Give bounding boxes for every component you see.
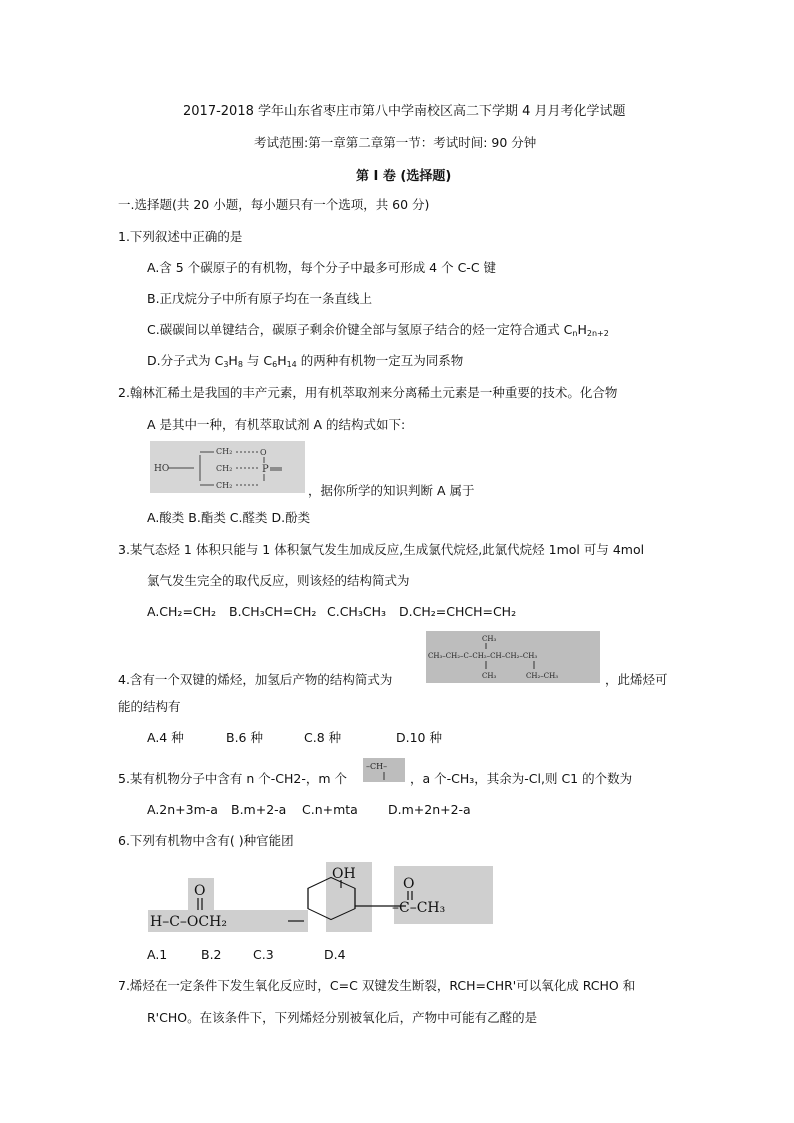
q1-c-sub-2n2: 2n+2 xyxy=(586,329,609,338)
q2-mol-ch2-top: CH₂ xyxy=(216,447,233,456)
q4-line2: 能的结构有 xyxy=(118,699,181,714)
q1-c-sub-n: n xyxy=(572,329,578,338)
q1-d-post: 的两种有机物一定互为同系物 xyxy=(296,353,464,368)
q1-option-c xyxy=(147,322,609,338)
q2-mol-ch2-mid: CH₂ xyxy=(216,464,233,473)
q1-stem: 1.下列叙述中正确的是 xyxy=(118,229,243,244)
q3-option-c: C.CH₃CH₃ xyxy=(327,604,386,619)
section-heading: 一.选择题(共 20 小题，每小题只有一个选项，共 60 分) xyxy=(118,197,430,212)
q4-after-image: ，此烯烃可 xyxy=(605,672,668,687)
q4-mol-top: CH₃ xyxy=(482,635,497,643)
q2-options: A.酸类 B.酯类 C.醛类 D.酚类 xyxy=(147,510,311,525)
q2-mol-ho: HO xyxy=(154,464,170,474)
q1-d-sub3: 3 xyxy=(223,360,229,369)
q6-option-a: A.1 xyxy=(147,947,168,962)
q1-option-b: B.正戊烷分子中所有原子均在一条直线上 xyxy=(147,291,373,306)
q3-option-d: D.CH₂=CHCH=CH₂ xyxy=(399,604,517,619)
q3-option-a: A.CH₂=CH₂ xyxy=(147,604,217,619)
q1-d-sub14: 14 xyxy=(286,360,297,369)
q2-after-image: ，据你所学的知识判断 A 属于 xyxy=(308,483,475,498)
q2-line2: A 是其中一种，有机萃取试剂 A 的结构式如下: xyxy=(147,417,406,432)
q6-mol-acetyl: –C–CH₃ xyxy=(392,900,446,916)
q6-stem: 6.下列有机物中含有( )种官能团 xyxy=(118,833,294,848)
q4-stem: 4.含有一个双键的烯烃，加氢后产物的结构简式为 xyxy=(118,672,393,687)
q4-mol-main: CH₃–CH₂–C–CH₂–CH–CH₂–CH₃ xyxy=(428,652,538,660)
q1-d-sub8: 8 xyxy=(237,360,243,369)
q6-mol-ester: H–C–OCH₂ xyxy=(150,914,227,930)
q1-d-sub6: 6 xyxy=(272,360,278,369)
q1-d-mid: 与 C xyxy=(242,353,273,368)
exam-title: 2017-2018 学年山东省枣庄市第八中学南校区高二下学期 4 月月考化学试题 xyxy=(183,104,626,119)
q1-option-a: A.含 5 个碳原子的有机物，每个分子中最多可形成 4 个 C-C 键 xyxy=(147,260,497,275)
q4-option-b: B.6 种 xyxy=(226,730,263,745)
q6-option-d: D.4 xyxy=(324,947,346,962)
volume-heading: 第 I 卷 (选择题) xyxy=(356,169,452,184)
q3-stem: 3.某气态烃 1 体积只能与 1 体积氯气发生加成反应,生成氯代烷烃,此氯代烷烃 1mol 可与 4mol xyxy=(118,542,645,557)
q4-molecule-drawing xyxy=(426,631,600,683)
q7-stem: 7.烯烃在一定条件下发生氧化反应时，C=C 双键发生断裂，RCH=CHR'可以氧化成 RCHO 和 xyxy=(118,978,636,993)
q6-mol-oh: OH xyxy=(332,866,356,882)
q6-option-c: C.3 xyxy=(253,947,274,962)
q4-option-d: D.10 种 xyxy=(396,730,442,745)
q3-option-b: B.CH₃CH=CH₂ xyxy=(229,604,317,619)
q1-c-h: H xyxy=(577,322,587,337)
q3-line2: 氯气发生完全的取代反应，则该烃的结构简式为 xyxy=(147,573,410,588)
q5-option-d: D.m+2n+2-a xyxy=(388,802,471,817)
q6-structure-image xyxy=(148,858,493,934)
q2-stem: 2.翰林汇稀土是我国的丰产元素，用有机萃取剂来分离稀土元素是一种重要的技术。化合物 xyxy=(118,385,618,400)
q4-structure-image xyxy=(426,631,600,683)
q1-d-pre: D.分子式为 C xyxy=(147,353,224,368)
q2-mol-ch2-bot: CH₂ xyxy=(216,481,233,490)
q6-option-b: B.2 xyxy=(201,947,222,962)
q1-d-h: H xyxy=(228,353,238,368)
q1-option-c-text: C.碳碳间以单键结合，碳原子剩余价键全部与氢原子结合的烃一定符合通式 C xyxy=(147,322,573,337)
q5-mol: –CH– xyxy=(366,762,388,771)
q6-mol-o2: O xyxy=(403,876,415,892)
q4-option-c: C.8 种 xyxy=(304,730,342,745)
q5-stem-pre: 5.某有机物分子中含有 n 个-CH2-，m 个 xyxy=(118,771,348,786)
q5-option-c: C.n+mta xyxy=(302,802,358,817)
exam-subtitle: 考试范围:第一章第二章第一节：考试时间: 90 分钟 xyxy=(254,135,537,150)
q5-option-b: B.m+2-a xyxy=(231,802,287,817)
q5-molecule-drawing xyxy=(363,758,405,782)
q2-structure-image xyxy=(150,441,305,493)
q6-mol-o1: O xyxy=(194,883,206,899)
q7-line2: R'CHO。在该条件下，下列烯烃分别被氧化后，产物中可能有乙醛的是 xyxy=(147,1010,538,1025)
q1-option-d xyxy=(147,353,463,369)
q5-option-a: A.2n+3m-a xyxy=(147,802,218,817)
q4-mol-branch: CH₂–CH₃ xyxy=(526,672,559,680)
q2-molecule-drawing xyxy=(150,441,305,493)
q2-mol-o: O xyxy=(260,448,267,457)
q6-molecule-drawing xyxy=(148,858,493,934)
q5-structure-image xyxy=(363,758,405,782)
q4-option-a: A.4 种 xyxy=(147,730,184,745)
q1-d-h2: H xyxy=(277,353,287,368)
q5-stem-post: ，a 个-CH₃，其余为-Cl,则 C1 的个数为 xyxy=(410,771,633,786)
q4-mol-bot: CH₃ xyxy=(482,672,497,680)
q2-mol-p: P xyxy=(262,464,269,475)
